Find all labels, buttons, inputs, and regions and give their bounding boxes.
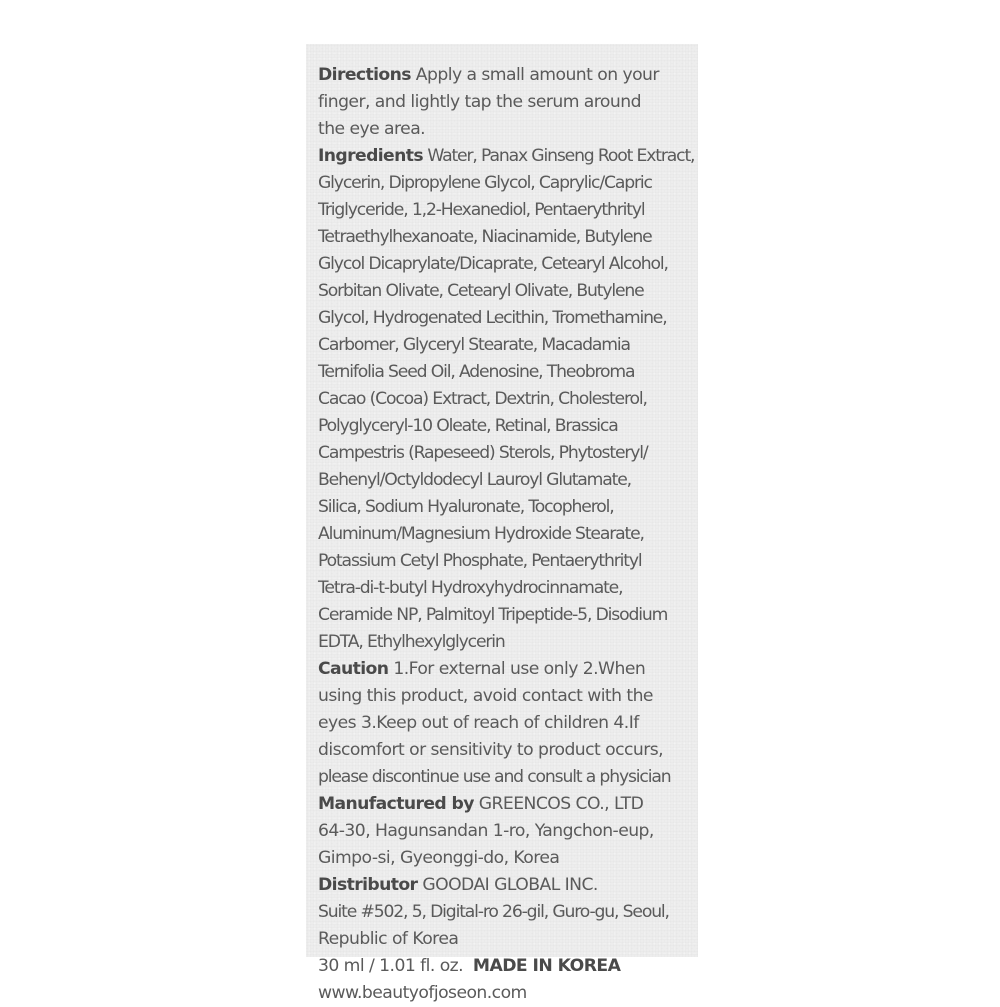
ingredients-line-3: Triglyceride, 1,2-Hexanediol, Pentaerythrityl	[318, 200, 645, 220]
volume-origin-spacer	[463, 956, 473, 976]
directions-label: Directions	[318, 65, 411, 85]
distributor-label: Distributor	[318, 875, 418, 895]
origin-label: MADE IN KOREA	[472, 956, 621, 976]
caution-label: Caution	[318, 659, 389, 679]
ingredients-line-18: Ceramide NP, Palmitoyl Tripeptide-5, Disodium	[318, 605, 668, 625]
ingredients-line-16: Potassium Cetyl Phosphate, Pentaerythrityl	[318, 551, 642, 571]
ingredients-line-10: Cacao (Cocoa) Extract, Dextrin, Cholesterol,	[318, 389, 647, 409]
caution-line-4: discomfort or sensitivity to product occurs,	[318, 740, 664, 760]
manufacturer-line-1	[318, 791, 690, 818]
caution-line-1	[318, 656, 690, 683]
ingredients-line-17: Tetra-di-t-butyl Hydroxyhydrocinnamate,	[318, 578, 623, 598]
ingredients-line-12: Campestris (Rapeseed) Sterols, Phytosteryl/	[318, 443, 648, 463]
ingredients-line-11: Polyglyceryl-10 Oleate, Retinal, Brassica	[318, 416, 618, 436]
ingredients-line-19: EDTA, Ethylhexylglycerin	[318, 632, 505, 652]
volume: 30 ml / 1.01 fl. oz.	[318, 956, 464, 976]
volume-origin-line	[318, 953, 690, 980]
manufacturer-name: GREENCOS CO., LTD	[473, 794, 644, 814]
directions-line-2: finger, and lightly tap the serum around	[318, 92, 641, 112]
website-url: www.beautyofjoseon.com	[318, 983, 527, 1003]
manufacturer-label: Manufactured by	[318, 794, 474, 814]
ingredients-line-4: Tetraethylhexanoate, Niacinamide, Butylene	[318, 227, 652, 247]
distributor-address-line-2: Republic of Korea	[318, 929, 459, 949]
ingredients-line-8: Carbomer, Glyceryl Stearate, Macadamia	[318, 335, 630, 355]
distributor-name: GOODAI GLOBAL INC.	[417, 875, 598, 895]
directions-text: Apply a small amount on your	[410, 65, 659, 85]
distributor-line-1	[318, 872, 690, 899]
ingredients-label: Ingredients	[318, 146, 424, 166]
ingredients-line-1	[318, 143, 695, 170]
manufacturer-address-line-2: Gimpo-si, Gyeonggi-do, Korea	[318, 848, 560, 868]
label-text-block	[318, 62, 695, 1007]
ingredients-text: Water, Panax Ginseng Root Extract,	[423, 146, 695, 166]
ingredients-line-2: Glycerin, Dipropylene Glycol, Caprylic/Capric	[318, 173, 652, 193]
directions-line-3: the eye area.	[318, 119, 426, 139]
ingredients-line-6: Sorbitan Olivate, Cetearyl Olivate, Butylene	[318, 281, 644, 301]
ingredients-line-9: Ternifolia Seed Oil, Adenosine, Theobroma	[318, 362, 635, 382]
caution-line-5: please discontinue use and consult a physician	[318, 767, 671, 787]
directions-line-1	[318, 62, 690, 89]
manufacturer-address-line-1: 64-30, Hagunsandan 1-ro, Yangchon-eup,	[318, 821, 654, 841]
caution-line-2: using this product, avoid contact with the	[318, 686, 653, 706]
ingredients-line-15: Aluminum/Magnesium Hydroxide Stearate,	[318, 524, 644, 544]
distributor-address-line-1: Suite #502, 5, Digital-ro 26-gil, Guro-gu, Seoul,	[318, 902, 669, 922]
caution-line-3: eyes 3.Keep out of reach of children 4.If	[318, 713, 639, 733]
caution-text: 1.For external use only 2.When	[388, 659, 646, 679]
ingredients-line-5: Glycol Dicaprylate/Dicaprate, Cetearyl Alcohol,	[318, 254, 668, 274]
ingredients-line-14: Silica, Sodium Hyaluronate, Tocopherol,	[318, 497, 614, 517]
ingredients-line-13: Behenyl/Octyldodecyl Lauroyl Glutamate,	[318, 470, 631, 490]
ingredients-line-7: Glycol, Hydrogenated Lecithin, Tromethamine,	[318, 308, 667, 328]
